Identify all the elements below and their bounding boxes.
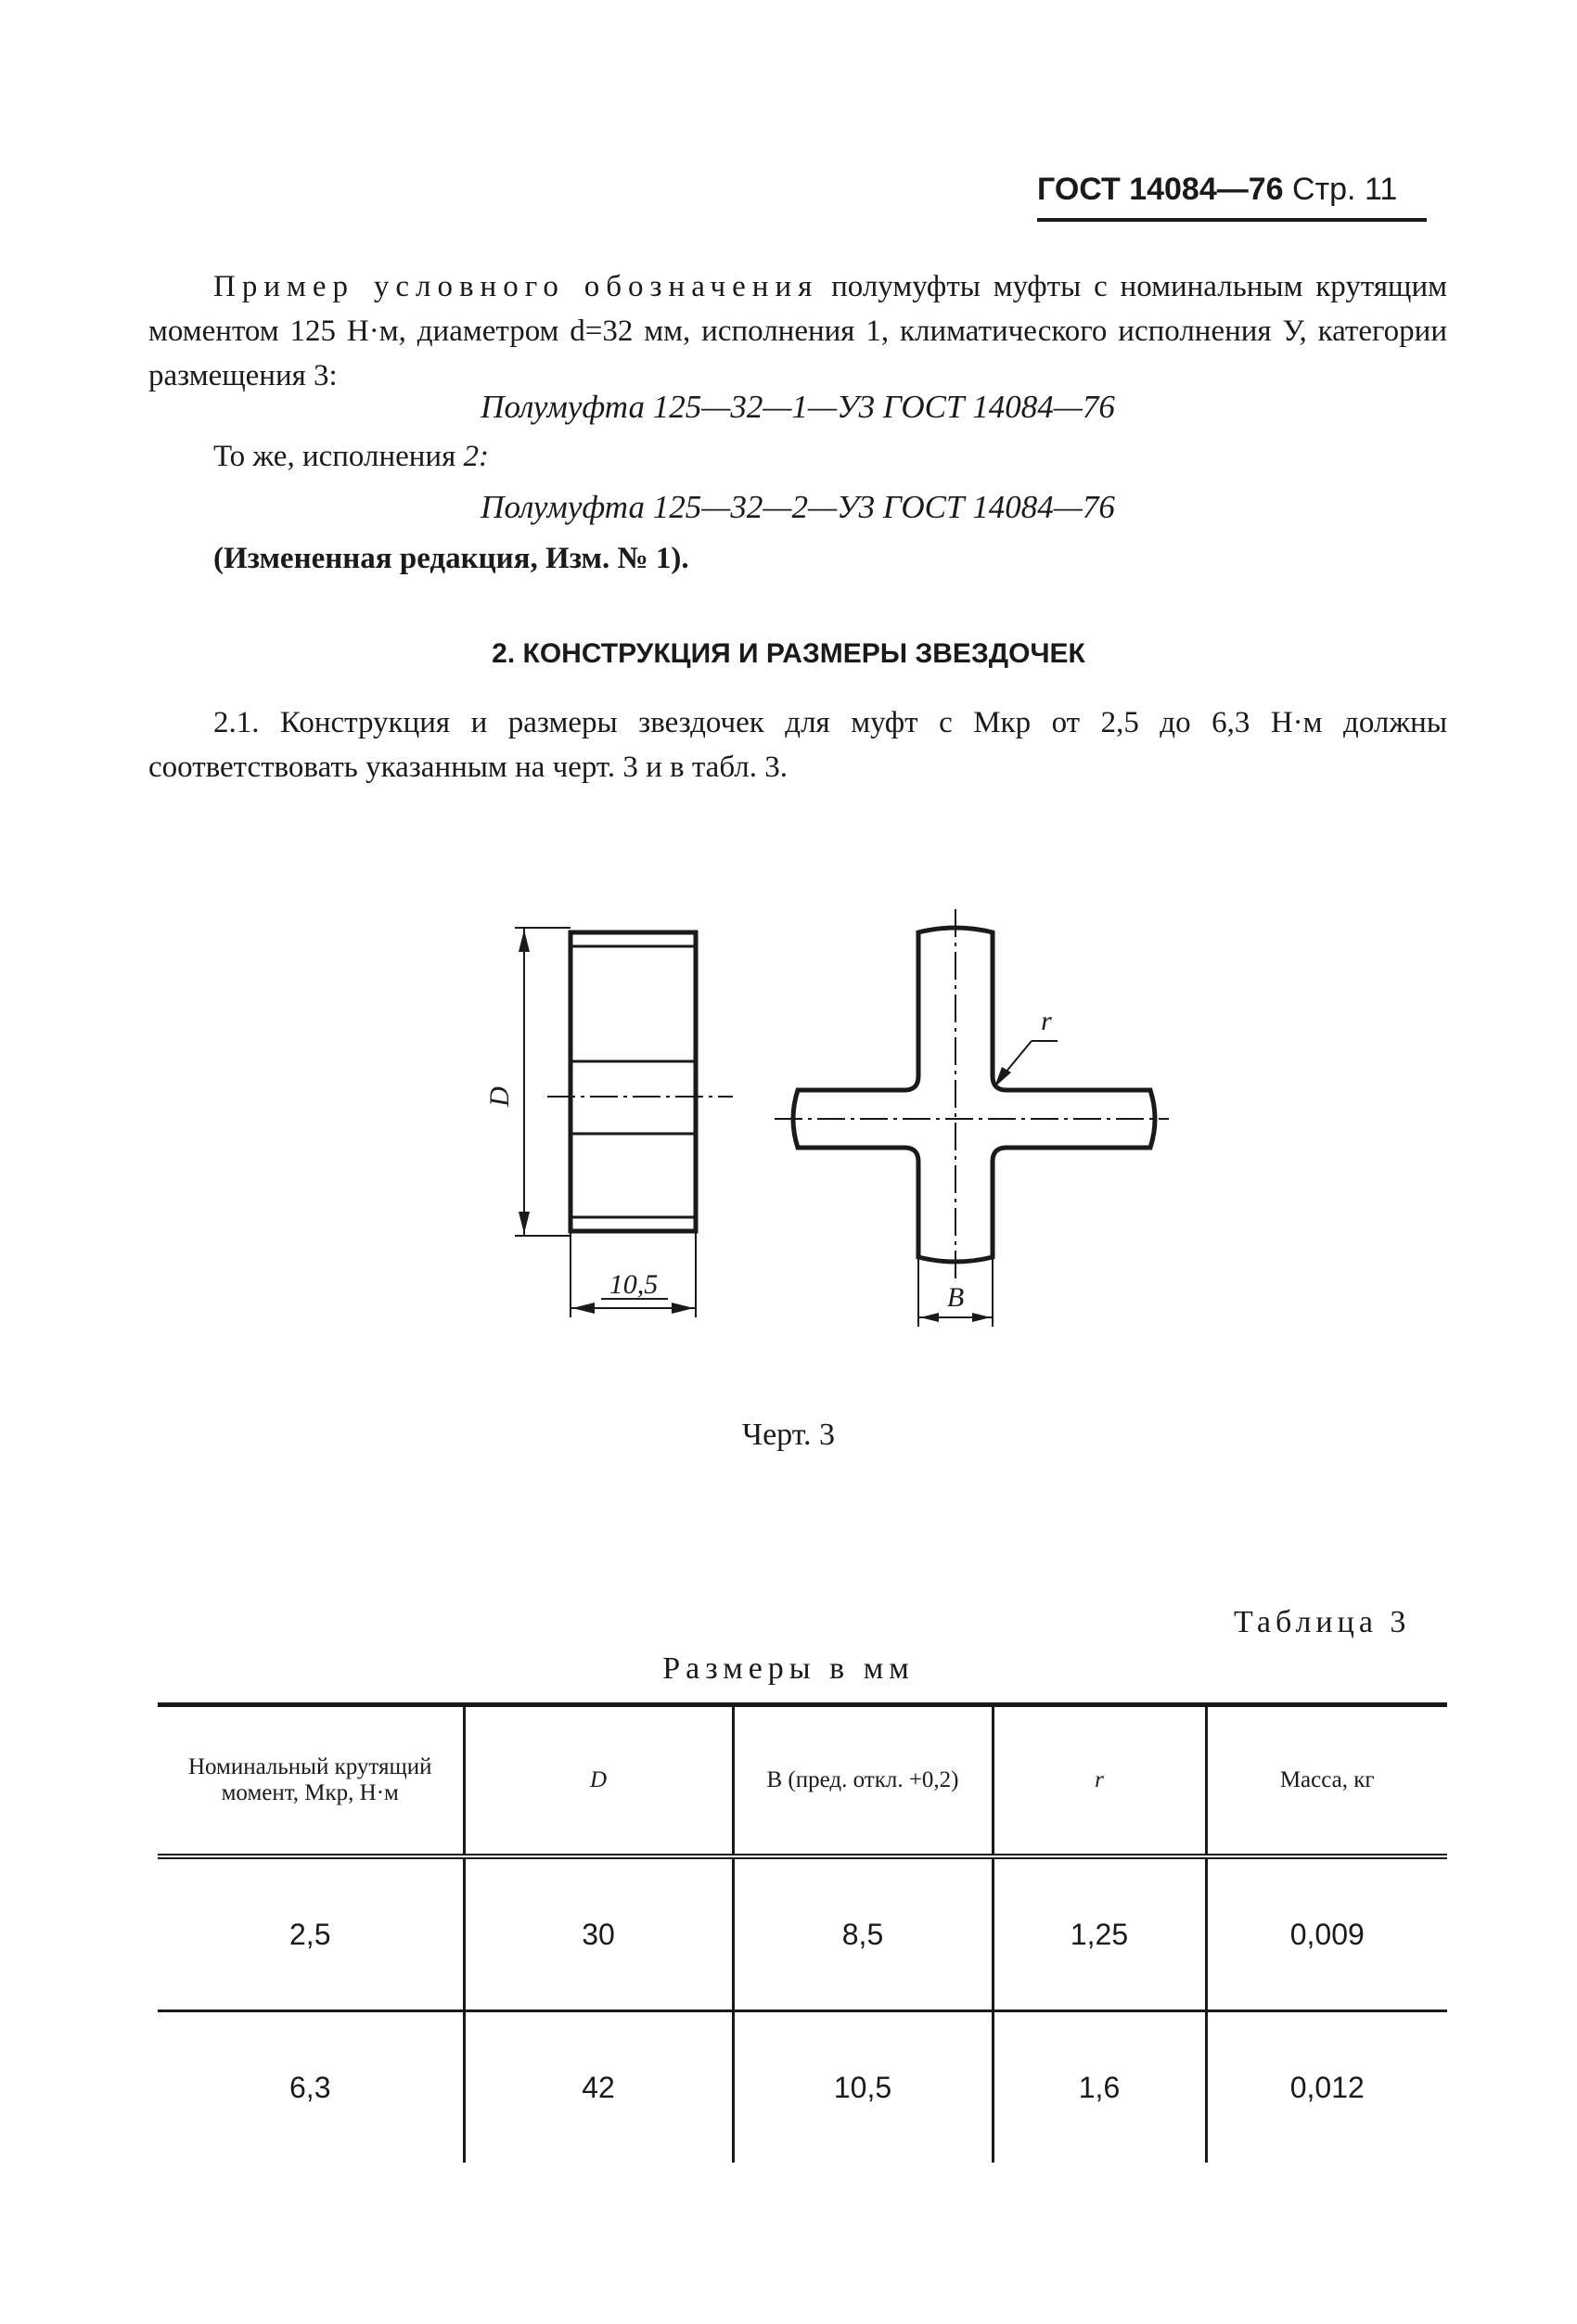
cell-r: 1,6 xyxy=(993,2011,1206,2164)
sprocket-drawing xyxy=(464,891,1169,1336)
side-view-body xyxy=(571,932,696,1231)
cell-mass: 0,009 xyxy=(1206,1856,1447,2011)
revision-note: (Измененная редакция, Изм. № 1). xyxy=(213,542,689,575)
designation-2: Полумуфта 125—32—2—У3 ГОСТ 14084—76 xyxy=(481,489,1115,525)
dim-label-r: r xyxy=(1041,1006,1052,1036)
header-D: D xyxy=(464,1705,733,1857)
header-rule xyxy=(1037,218,1427,222)
page-number: Стр. 11 xyxy=(1292,172,1398,207)
table-row xyxy=(158,2011,1447,2164)
same-note xyxy=(213,434,1512,479)
dim-label-B: B xyxy=(946,1282,965,1313)
example-lead: Пример условного обозначения xyxy=(213,270,819,303)
header-torque: Номинальный крутящий момент, Mкр, Н·м xyxy=(187,1754,432,1805)
clause-2-1: 2.1. Конструкция и размеры звездочек для муфт с Mкр от 2,5 до 6,3 Н·м должны соответствовать указанным на черт. 3 и в табл. 3. xyxy=(148,706,1447,784)
cross-outline xyxy=(793,928,1155,1262)
table-units: Размеры в мм xyxy=(662,1651,915,1686)
cell-torque: 2,5 xyxy=(158,1856,464,2011)
table-row xyxy=(158,1856,1447,2011)
header-r: r xyxy=(993,1705,1206,1857)
same-prefix: То же, исполнения xyxy=(213,440,464,473)
example-text: полумуфты муфты с номинальным крутящим моментом 125 Н·м, диаметром d=32 мм, исполнения 1, климатического исполнения У, категории размещения 3: xyxy=(148,270,1447,392)
dim-label-width: 10,5 xyxy=(609,1269,659,1300)
cell-B: 8,5 xyxy=(733,1856,993,2011)
cell-mass: 0,012 xyxy=(1206,2011,1447,2164)
header-mass: Масса, кг xyxy=(1206,1705,1447,1857)
cell-D: 30 xyxy=(464,1856,733,2011)
header-B: B (пред. откл. +0,2) xyxy=(733,1705,993,1857)
figure-caption: Черт. 3 xyxy=(741,1418,836,1452)
cell-r: 1,25 xyxy=(993,1856,1206,2011)
cell-torque: 6,3 xyxy=(289,2070,331,2104)
gost-number: ГОСТ 14084—76 xyxy=(1037,172,1284,207)
same-variant: 2: xyxy=(463,440,489,473)
section-title: 2. КОНСТРУКЦИЯ И РАЗМЕРЫ ЗВЕЗДОЧЕК xyxy=(492,638,1085,669)
table-label: Таблица 3 xyxy=(1234,1605,1411,1639)
table-header-row xyxy=(158,1705,1447,1857)
dim-label-D: D xyxy=(484,1086,515,1107)
designation-1: Полумуфта 125—32—1—У3 ГОСТ 14084—76 xyxy=(481,389,1115,425)
example-paragraph xyxy=(148,264,1447,398)
dimensions-table xyxy=(158,1702,1447,2163)
cell-D: 42 xyxy=(464,2011,733,2164)
page-header xyxy=(1037,172,1397,208)
cell-B: 10,5 xyxy=(733,2011,993,2164)
